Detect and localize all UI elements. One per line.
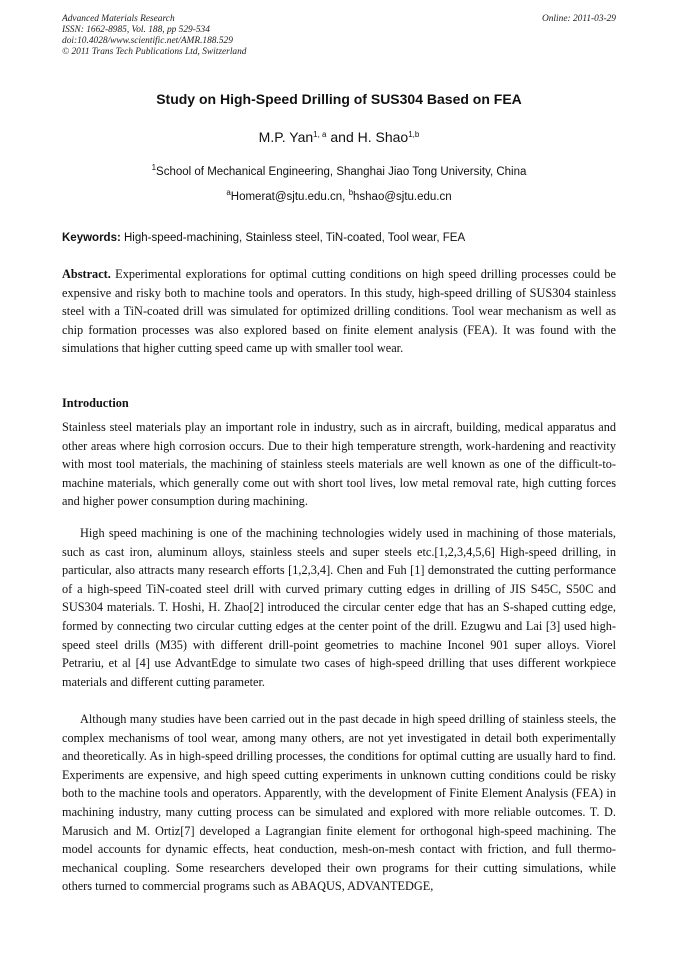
copyright-line: © 2011 Trans Tech Publications Ltd, Switzerland: [62, 47, 247, 57]
keywords-line: [62, 232, 616, 244]
doi-line: doi:10.4028/www.scientific.net/AMR.188.529: [62, 36, 233, 46]
intro-paragraph-3: Although many studies have been carried out in the past decade in high speed drilling of stainless steels, the complex mechanisms of tool wear, among many others, are not yet investigated in detail both experimentally and theoretically. As in high-speed drilling processes, the conditions for optimal cutting are usually hard to find. Experiments are expensive, and high speed cutting experiments in unknown cutting conditions could be risky both to the machine tools and operators. Apparently, with the development of Finite Element Analysis (FEA) in machining industry, many cutting process can be simulated and explored with more reliable outcomes. T. D. Marusich and M. Ortiz[7] developed a Lagrangian finite element for orthogonal high-speed machining. The model accounts for dynamic effects, heat conduction, mesh-on-mesh contact with friction, and full thermo-mechanical coupling. Some researchers developed their own programs for their cutting simulations, while others turned to commercial programs such as ABAQUS, ADVANTEDGE,: [62, 712, 616, 894]
author-1-name: M.P. Yan: [258, 129, 314, 145]
author-1-affil-mark: 1, a: [313, 130, 327, 139]
journal-name: Advanced Materials Research: [62, 14, 175, 24]
affiliation-text: School of Mechanical Engineering, Shanghai Jiao Tong University, China: [156, 166, 527, 178]
introduction-heading: Introduction: [62, 396, 129, 410]
keywords-label: Keywords:: [62, 232, 121, 244]
email-a-mark: a: [226, 188, 231, 197]
intro-paragraph-1: Stainless steel materials play an important role in industry, such as in aircraft, building, medical apparatus and other areas where high corrosion occurs. Due to their high temperature strength, work-hardening and reactivity with most tool materials, the machining of stainless steels materials are well known as one of the difficult-to-machine materials, which generally come out with short tool lives, low metal removal rate, high cutting forces and higher power consumption during machining.: [62, 420, 616, 509]
intro-paragraph-2: High speed machining is one of the machining technologies widely used in machining of those materials, such as cast iron, aluminum alloys, stainless steels and super steels etc.[1,2,3,4,5,6] High-speed drilling, in particular, also attracts many research efforts [1,2,3,4]. Chen and Fuh [1] demonstrated the cutting performance of a high-speed TiN-coated steel drill with curved primary cutting edges in drilling of JIS S45C, S50C and SUS304 materials. T. Hoshi, H. Zhao[2] introduced the circular center edge that has an S-shaped cutting edge, formed by connecting two circular cutting edges at the center point of the drill. Ezugwu and Lai [3] used high-speed steel drills (M35) with different drill-point geometries to machine Inconel 901 super alloys. Viorel Petrariu, et al [4] use AdvantEdge to simulate two cases of high-speed drilling that uses different workpiece materials and different cutting parameter.: [62, 526, 616, 689]
affiliation-mark: 1: [151, 163, 157, 172]
abstract-label: Abstract.: [62, 267, 111, 281]
author-line: [0, 129, 678, 145]
email-line: [0, 188, 678, 203]
publication-header: [62, 14, 616, 58]
author-conjunction: and: [326, 129, 358, 145]
abstract-paragraph: [62, 265, 616, 358]
email-b-mark: b: [348, 188, 354, 197]
affiliation-line: [0, 163, 678, 178]
author-2-affil-mark: 1,b: [408, 130, 420, 139]
email-a: Homerat@sjtu.edu.cn,: [230, 191, 349, 203]
author-2-name: H. Shao: [357, 129, 409, 145]
online-date: Online: 2011-03-29: [541, 14, 616, 24]
keywords-text: High-speed-machining, Stainless steel, TiN-coated, Tool wear, FEA: [120, 232, 466, 244]
issn-line: ISSN: 1662-8985, Vol. 188, pp 529-534: [62, 25, 210, 35]
abstract-text: Experimental explorations for optimal cutting conditions on high speed drilling processes could be expensive and risky both to machine tools and operators. In this study, high-speed drilling of SUS304 stainless steel with a TiN-coated drill was simulated for optimized drilling conditions. Tool wear mechanism as well as chip formation processes was also explored based on finite element analysis (FEA). It was found with the simulations that higher cutting speed came up with smaller tool wear.: [62, 267, 616, 356]
paper-title: Study on High-Speed Drilling of SUS304 Based on FEA: [156, 91, 522, 107]
email-b: hshao@sjtu.edu.cn: [353, 191, 452, 203]
